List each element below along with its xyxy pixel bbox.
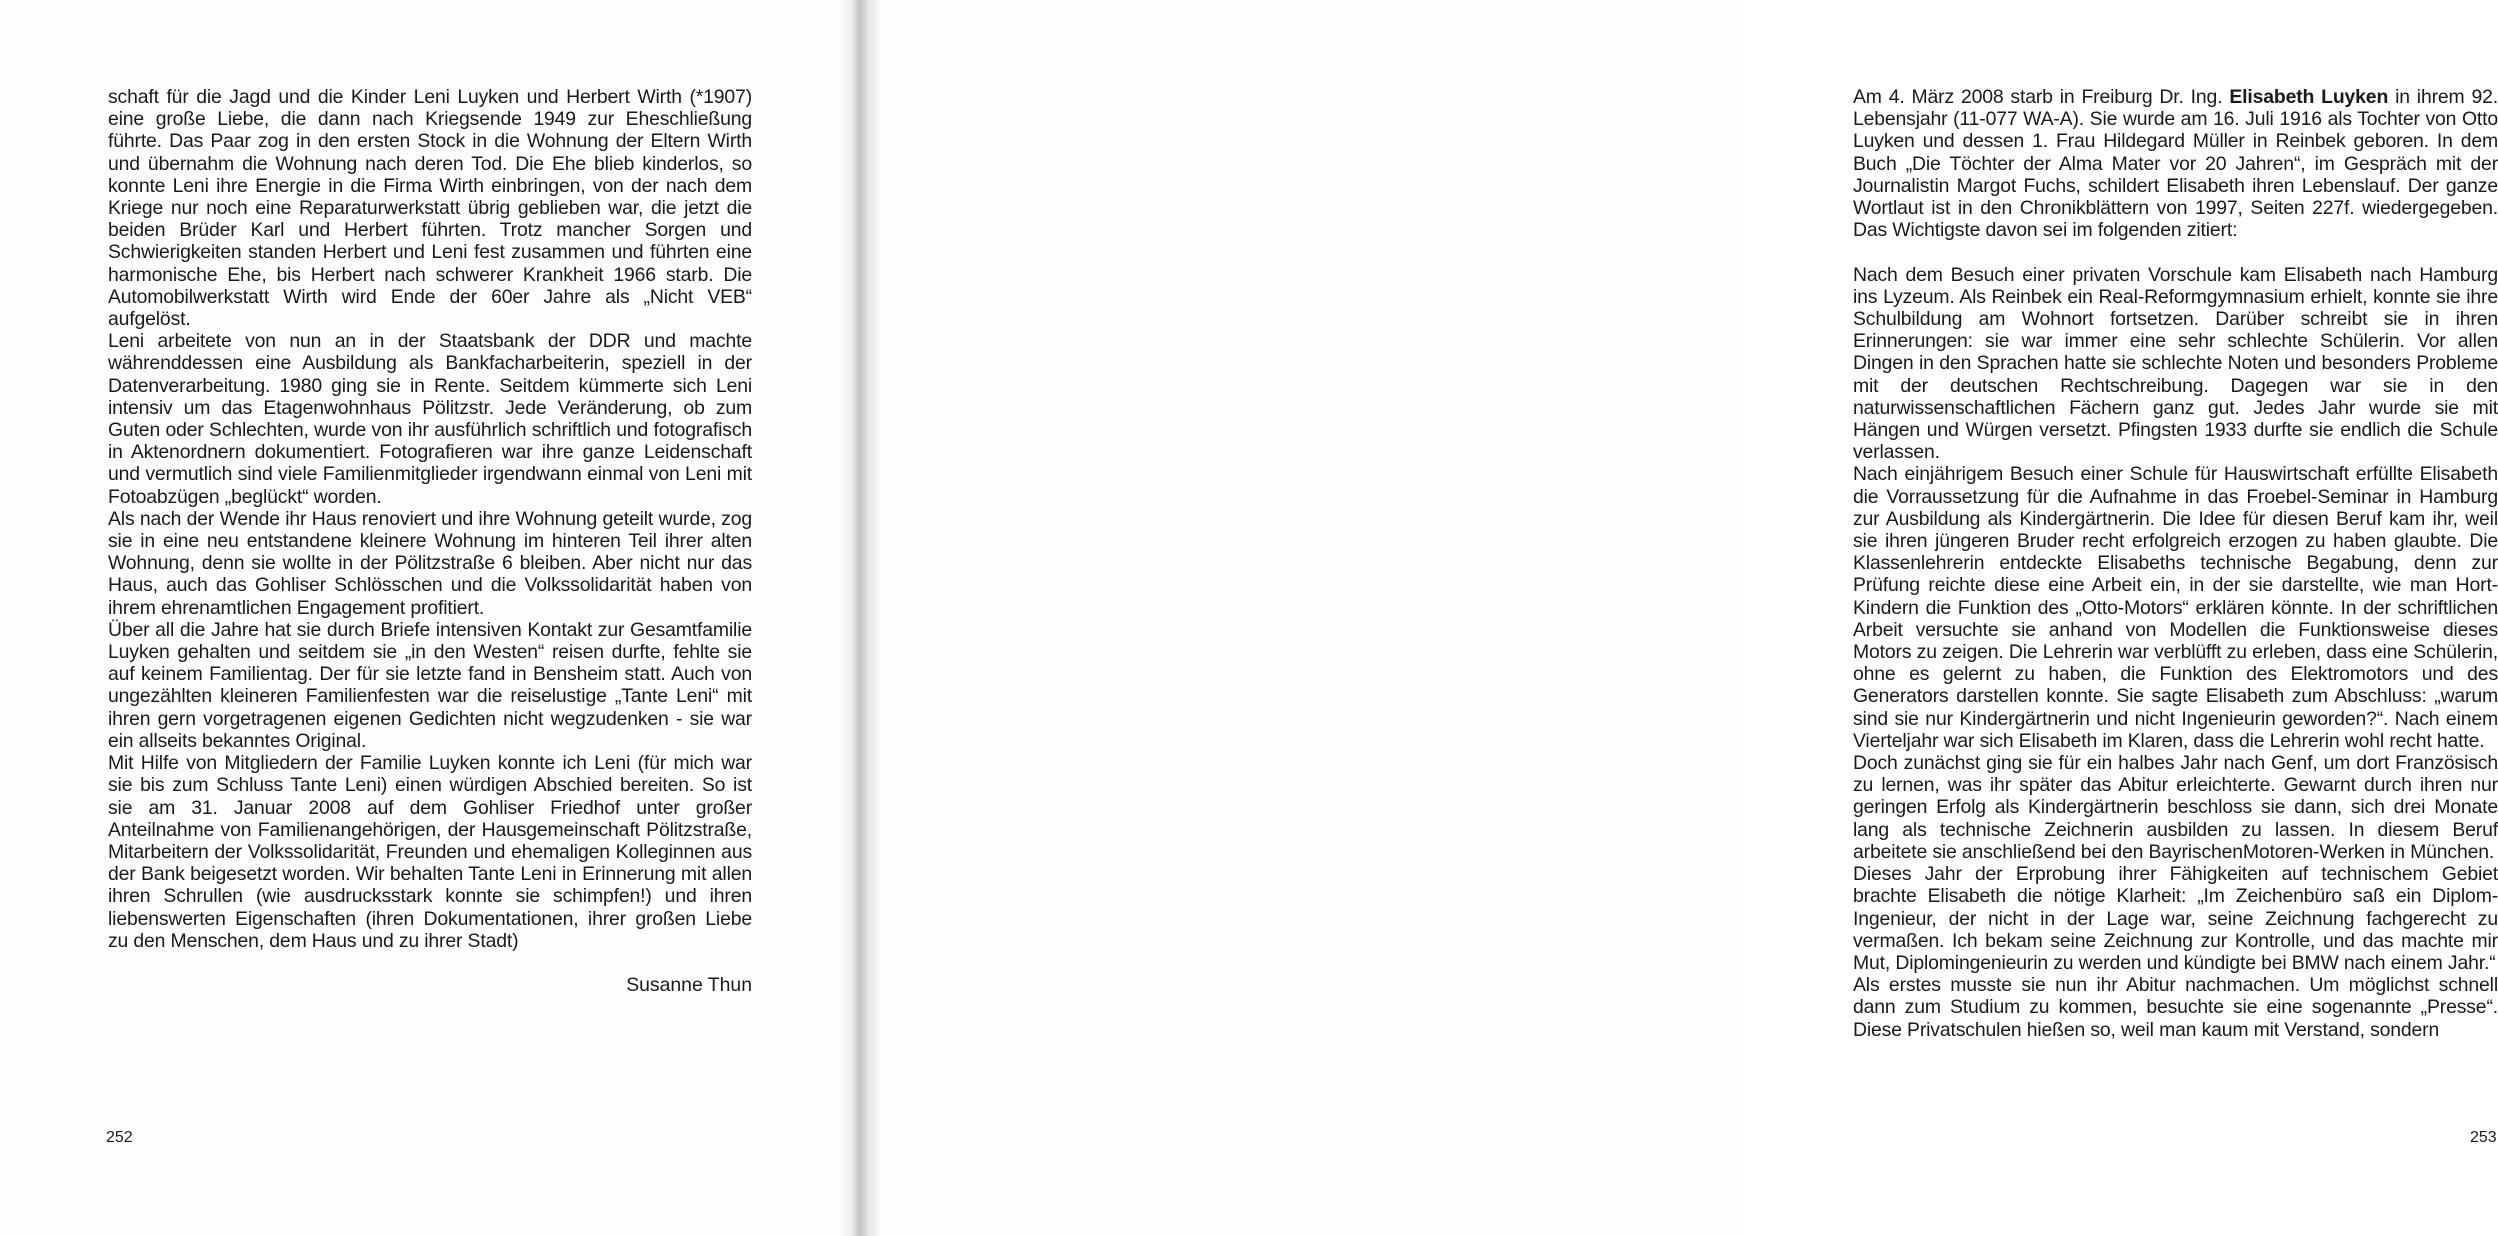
left-paragraph-2: Leni arbeitete von nun an in der Staatsbank der DDR und machte währenddessen eine Ausbildung als Bankfacharbeiterin, speziell in der Datenverarbeitung. 1980 ging sie in Rente. Seitdem kümmerte sich Leni intensiv um das Etagenwohnhaus Pölitzstr. Jede Veränderung, ob zum Guten oder Schlechten, wurde von ihr ausführlich schriftlich und fotografisch in Aktenordnern dokumentiert. Fotografieren war ihre ganze Leidenschaft und vermutlich sind viele Familienmitglieder irgendwann einmal von Leni mit Fotoabzügen „beglückt“ worden. xyxy=(108,330,752,508)
left-paragraph-3: Als nach der Wende ihr Haus renoviert und ihre Wohnung geteilt wurde, zog sie in eine neu entstandene kleinere Wohnung im hinteren Teil ihrer alten Wohnung, denn sie wollte in der Pölitzstraße 6 bleiben. Aber nicht nur das Haus, auch das Gohliser Schlösschen und die Volkssolidarität haben von ihrem ehrenamtlichen Engagement profitiert. xyxy=(108,507,752,619)
page-number-right: 253 xyxy=(2470,1129,2497,1146)
right-paragraph-3: Doch zunächst ging sie für ein halbes Jahr nach Genf, um dort Französisch zu lernen, was ihr später das Abitur erleichterte. Gewarnt durch ihren nur geringen Erfolg als Kindergärtnerin beschloss sie dann, sich drei Monate lang als technische Zeichnerin ausbilden zu lassen. In diesem Beruf arbeitete sie anschließend bei den BayrischenMotoren-Werken in München. xyxy=(1853,752,2498,863)
left-paragraph-5: Mit Hilfe von Mitgliedern der Familie Luyken konnte ich Leni (für mich war sie bis zum Schluss Tante Leni) einen würdigen Abschied bereiten. So ist sie am 31. Januar 2008 auf dem Gohliser Friedhof unter großer Anteilnahme von Familienangehörigen, der Hausgemeinschaft Pölitzstraße, Mitarbeitern der Volkssolidarität, Freunden und ehemaligen Kolleginnen aus der Bank beigesetzt worden. Wir behalten Tante Leni in Erinnerung mit allen ihren Schrullen (wie ausdrucksstark konnte sie schimpfen!) und ihren liebenswerten Eigenschaften (ihren Dokumentationen, ihrer großen Liebe zu den Menschen, dem Haus und zu ihrer Stadt) xyxy=(108,752,752,952)
left-page xyxy=(0,0,858,1236)
right-paragraph-5: Als erstes musste sie nun ihr Abitur nachmachen. Um möglichst schnell dann zum Studium zu kommen, besuchte sie eine sogenannte „Presse“. Diese Privatschulen hießen so, weil man kaum mit Verstand, sondern xyxy=(1853,974,2498,1041)
right-paragraph-1: Nach dem Besuch einer privaten Vorschule kam Elisabeth nach Hamburg ins Lyzeum. Als Reinbek ein Real-Reformgymnasium erhielt, konnte sie ihre Schulbildung am Wohnort fortsetzen. Darüber schreibt sie in ihren Erinnerungen: sie war immer eine sehr schlechte Schülerin. Vor allen Dingen in den Sprachen hatte sie schlechte Noten und besonders Probleme mit der deutschen Rechtschreibung. Dagegen war sie in den naturwissenschaftlichen Fächern ganz gut. Jedes Jahr wurde sie mit Hängen und Würgen versetzt. Pfingsten 1933 durfte sie endlich die Schule verlassen. xyxy=(1853,263,2498,464)
right-paragraph-4: Dieses Jahr der Erprobung ihrer Fähigkeiten auf technischem Gebiet brachte Elisabeth die nötige Klarheit: „Im Zeichenbüro saß ein Diplom-Ingenieur, der nicht in der Lage war, seine Zeichnung fachgerecht zu vermaßen. Ich bekam seine Zeichnung zur Kontrolle, und das machte mir Mut, Diplomingenieurin zu werden und kündigte bei BMW nach einem Jahr.“ xyxy=(1853,863,2498,974)
left-page-text xyxy=(108,86,752,952)
intro-text-start: Am 4. März 2008 starb in Freiburg Dr. Ing. xyxy=(1853,86,2230,108)
right-paragraph-2: Nach einjährigem Besuch einer Schule für Hauswirtschaft erfüllte Elisabeth die Vorraussetzung für die Aufnahme in das Froebel-Seminar in Hamburg zur Ausbildung als Kindergärtnerin. Die Idee für diesen Beruf kam ihr, weil sie ihren jüngeren Bruder recht erfolgreich erzogen zu haben glaubte. Die Klassenlehrerin entdeckte Elisabeths technische Begabung, denn zur Prüfung reichte diese eine Arbeit ein, in der sie darstellte, wie man Hort-Kindern die Funktion des „Otto-Motors“ erklären könnte. In der schriftlichen Arbeit versuchte sie anhand von Modellen die Funktionsweise dieses Motors zu zeigen. Die Lehrerin war verblüfft zu erleben, dass eine Schülerin, ohne es gelernt zu haben, die Funktion des Elektromotors und des Generators darstellen konnte. Sie sagte Elisabeth zum Abschluss: „warum sind sie nur Kindergärtnerin und nicht Ingenieurin geworden?“. Nach einem Vierteljahr war sich Elisabeth im Klaren, dass die Lehrerin wohl recht hatte. xyxy=(1853,463,2498,752)
right-page-text xyxy=(1853,86,2498,1041)
left-paragraph-4: Über all die Jahre hat sie durch Briefe intensiven Kontakt zur Gesamtfamilie Luyken gehalten und seitdem sie „in den Westen“ reisen durfte, fehlte sie auf keinem Familientag. Der für sie letzte fand in Bensheim statt. Auch von ungezählten kleineren Familienfesten war die reiselustige „Tante Leni“ mit ihren gern vorgetragenen eigenen Gedichten nicht wegzudenken - sie war ein allseits bekanntes Original. xyxy=(108,618,752,752)
book-gutter-shadow xyxy=(838,0,882,1236)
right-intro-paragraph xyxy=(1853,86,2498,241)
intro-person-name: Elisabeth Luyken xyxy=(2229,86,2389,108)
left-paragraph-1: schaft für die Jagd und die Kinder Leni Luyken und Herbert Wirth (*1907) eine große Liebe, die dann nach Kriegsende 1949 zur Eheschließung führte. Das Paar zog in den ersten Stock in die Wohnung der Eltern Wirth und übernahm die Wohnung nach deren Tod. Die Ehe blieb kinderlos, so konnte Leni ihre Energie in die Firma Wirth einbringen, von der nach dem Kriege nur noch eine Reparaturwerkstatt übrig geblieben war, die jetzt die beiden Brüder Karl und Herbert führten. Trotz mancher Sorgen und Schwierigkeiten standen Herbert und Leni fest zusammen und führten eine harmonische Ehe, bis Herbert nach schwerer Krankheit 1966 starb. Die Automobilwerkstatt Wirth wird Ende der 60er Jahre als „Nicht VEB“ aufgelöst. xyxy=(108,86,752,331)
author-signature: Susanne Thun xyxy=(626,974,752,996)
paragraph-spacer xyxy=(1853,241,2498,263)
right-page xyxy=(858,0,2498,1236)
intro-text-end: in ihrem 92. Lebensjahr (11-077 WA-A). Sie wurde am 16. Juli 1916 als Tochter von Otto Luyken und dessen 1. Frau Hildegard Müller in Reinbek geboren. In dem Buch „Die Töchter der Alma Mater vor 20 Jahren“, im Gespräch mit der Journalistin Margot Fuchs, schildert Elisabeth ihren Lebenslauf. Der ganze Wortlaut ist in den Chronikblättern von 1997, Seiten 227f. wiedergegeben. Das Wichtigste davon sei im folgenden zitiert: xyxy=(1853,86,2498,242)
page-number-left: 252 xyxy=(106,1129,133,1146)
